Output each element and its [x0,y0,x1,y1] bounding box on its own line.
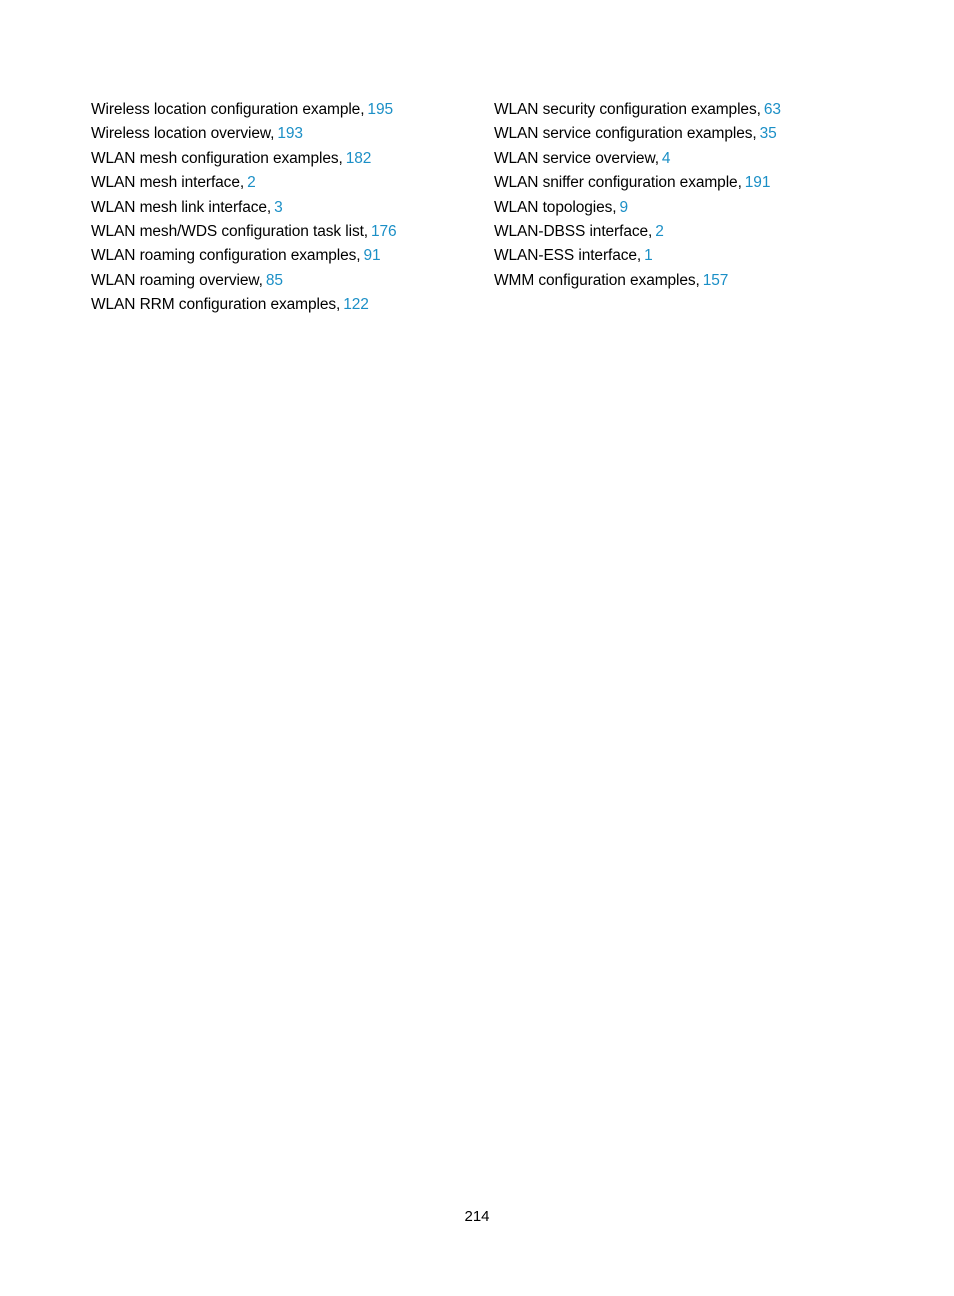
index-term: WLAN security configuration examples, [494,101,761,118]
index-page-link[interactable]: 35 [759,125,777,143]
index-term: WLAN RRM configuration examples, [91,296,341,314]
index-entry [494,147,894,171]
index-term: WLAN roaming overview, [91,271,263,289]
index-term: WLAN service configuration examples, [494,125,757,143]
index-entry [494,171,894,195]
index-term: WLAN mesh interface, [91,174,245,192]
index-entry [494,244,894,268]
index-page-link[interactable]: 2 [247,174,256,192]
index-entry [91,220,471,244]
index-term: Wireless location overview, [91,125,275,143]
index-term: Wireless location configuration example, [91,101,365,118]
index-term: WLAN topologies, [494,198,617,216]
index-entry [91,122,471,146]
index-page-link[interactable]: 1 [644,247,653,265]
index-page-link[interactable]: 195 [367,101,393,118]
index-term: WLAN-DBSS interface, [494,222,653,240]
index-entry [494,98,894,122]
index-term: WLAN mesh configuration examples, [91,149,343,167]
index-term: WMM configuration examples, [494,271,700,289]
index-page-link[interactable]: 193 [277,125,303,143]
index-page-link[interactable]: 3 [274,198,283,216]
index-page-link[interactable]: 85 [265,271,283,289]
index-entry [91,171,471,195]
index-page-link[interactable]: 63 [763,101,781,118]
index-page-link[interactable]: 157 [702,271,729,289]
index-entry [494,269,894,293]
index-entry [494,196,894,220]
index-page-link[interactable]: 122 [343,296,369,314]
index-page-link[interactable]: 2 [655,222,664,240]
index-entry [91,147,471,171]
index-term: WLAN-ESS interface, [494,247,642,265]
index-entry [494,220,894,244]
index-column-left [91,98,471,318]
index-page-link[interactable]: 182 [345,149,372,167]
index-entry [91,244,471,268]
index-term: WLAN roaming configuration examples, [91,247,361,265]
index-column-right [494,98,894,293]
index-term: WLAN mesh link interface, [91,198,272,216]
index-page-link[interactable]: 4 [661,149,671,167]
index-page-link[interactable]: 191 [744,174,771,192]
index-term: WLAN sniffer configuration example, [494,174,742,192]
index-entry [91,293,471,317]
page-number: 214 [464,1208,490,1225]
index-entry [494,122,894,146]
index-term: WLAN service overview, [494,149,659,167]
index-page-link[interactable]: 91 [363,247,381,265]
index-page-link[interactable]: 176 [371,222,397,240]
index-entry [91,269,471,293]
index-term: WLAN mesh/WDS configuration task list, [91,222,369,240]
index-entry [91,196,471,220]
index-entry [91,98,471,122]
index-page-link[interactable]: 9 [619,198,628,216]
